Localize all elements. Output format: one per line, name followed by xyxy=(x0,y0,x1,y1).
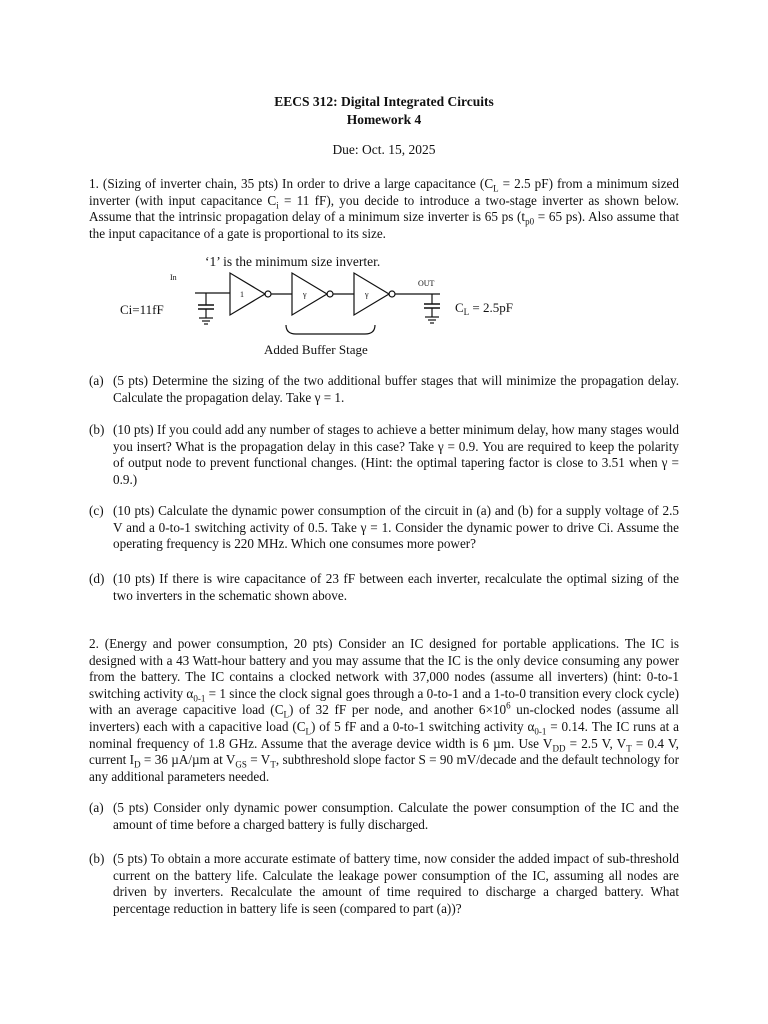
q1-part-c-label: (c) xyxy=(89,503,104,518)
q2-part-b xyxy=(89,851,679,917)
q1-part-b-label: (b) xyxy=(89,422,105,437)
cl-label: $C_L = 2.5pF$ xyxy=(455,300,513,317)
homework-title: Homework 4 xyxy=(346,112,422,127)
q2-part-b-label: (b) xyxy=(89,851,105,866)
q1-part-b xyxy=(89,422,679,488)
inverter-1 xyxy=(230,273,265,315)
q2-part-a-text: (5 pts) Consider only dynamic power consumption. Calculate the power consumption of the IC and the amount of time before a charged battery is fully discharged. xyxy=(113,800,679,832)
in-label: In xyxy=(170,273,177,282)
ci-label: Ci=11fF xyxy=(120,302,164,317)
q1-part-a xyxy=(89,373,679,406)
q2-intro: 2. (Energy and power consumption, 20 pts) Consider an IC designed for portable applications. The IC is designed with a 43 Watt-hour battery and you may assume that the IC is the only device consuming any power from the battery. The IC contains a clocked network with 37,000 nodes (assume all inverters) (hint: 0-to-1 switching activity $\alpha_{0-1} = 1$ since the clock signal goes through a 0-to-1 and a 1-to-0 transition every clock cycle) with an average capacitive load $(C_L)$ of 32 fF per node, and another $6\times 10^6$ un-clocked nodes (assume all inverters) each with a capacitive load $(C_L)$ of 5 fF and a 0-to-1 switching activity $\alpha_{0-1} = 0.14$. The IC runs at a nominal frequency of 1.8 GHz. Assume that the average device width is 6 µm. Use $V_{DD} = 2.5$ V, $V_T = 0.4$ V, current $I_D = 36$ µA/µm at $V_{GS} = V_T$, subthreshold slope factor S = 90 mV/decade and the default technology for any additional parameters needed. xyxy=(89,636,679,784)
inverter-chain-figure xyxy=(100,250,540,365)
q1-part-d-label: (d) xyxy=(89,571,105,586)
figure-caption-top: ‘1’ is the minimum size inverter. xyxy=(205,254,381,269)
q2-part-a-label: (a) xyxy=(89,800,104,815)
due-date: Due: Oct. 15, 2025 xyxy=(332,142,436,157)
q2-part-a xyxy=(89,800,679,833)
document-header xyxy=(0,93,768,129)
inverter-1-size: 1 xyxy=(240,290,244,299)
inverter-3 xyxy=(354,273,389,315)
q1-part-b-text: (10 pts) If you could add any number of stages to achieve a better minimum delay, how many stages would you insert? What is the propagation delay in this case? Take γ = 0.9. You are required to keep the polarity of output node to prevent functional changes. (Hint: the optimal tapering factor is close to 3.51 when γ = 0.9.) xyxy=(113,422,679,487)
q1-part-c-text: (10 pts) Calculate the dynamic power consumption of the circuit in (a) and (b) for a supply voltage of 2.5 V and a 0-to-1 switching activity of 0.5. Take γ = 1. Consider the dynamic power to drive Ci. Assume the operating frequency is 220 MHz. Which one consumes more power? xyxy=(113,503,679,552)
course-title: EECS 312: Digital Integrated Circuits xyxy=(274,94,494,109)
q2-part-b-text: (5 pts) To obtain a more accurate estimate of battery time, now consider the added impact of sub-threshold current on the battery life. Calculate the leakage power consumption of the IC, assuming all nodes are driven by inverters. Recalculate the amount of time required to discharge a charged battery. What percentage reduction in battery life is seen (compared to part (a))? xyxy=(113,851,679,916)
inverter-2-size: γ xyxy=(303,290,307,299)
q1-intro: 1. (Sizing of inverter chain, 35 pts) In order to drive a large capacitance ($C_L = 2.5$ pF) from a minimum sized inverter (with input capacitance $C_i = 11$ fF), you decide to introduce a two-stage inverter as shown below. Assume that the intrinsic propagation delay of a minimum size inverter is 65 ps ($t_{p0} = 65$ ps). Also assume that the input capacitance of a gate is proportional to its size. xyxy=(89,176,680,241)
q1-part-a-label: (a) xyxy=(89,373,104,388)
q1-part-d-text: (10 pts) If there is wire capacitance of 23 fF between each inverter, recalculate the optimal sizing of the two inverters in the schematic shown above. xyxy=(113,571,679,603)
inverter-3-size: γ xyxy=(365,290,369,299)
inverter-2 xyxy=(292,273,327,315)
figure-caption-bottom: Added Buffer Stage xyxy=(264,342,368,357)
out-label: OUT xyxy=(418,279,435,288)
buffer-stage-brace xyxy=(286,325,375,334)
q1-part-a-text: (5 pts) Determine the sizing of the two additional buffer stages that will minimize the propagation delay. Calculate the propagation delay. Take γ = 1. xyxy=(113,373,679,405)
q1-part-c xyxy=(89,503,679,553)
q1-part-d xyxy=(89,571,679,604)
